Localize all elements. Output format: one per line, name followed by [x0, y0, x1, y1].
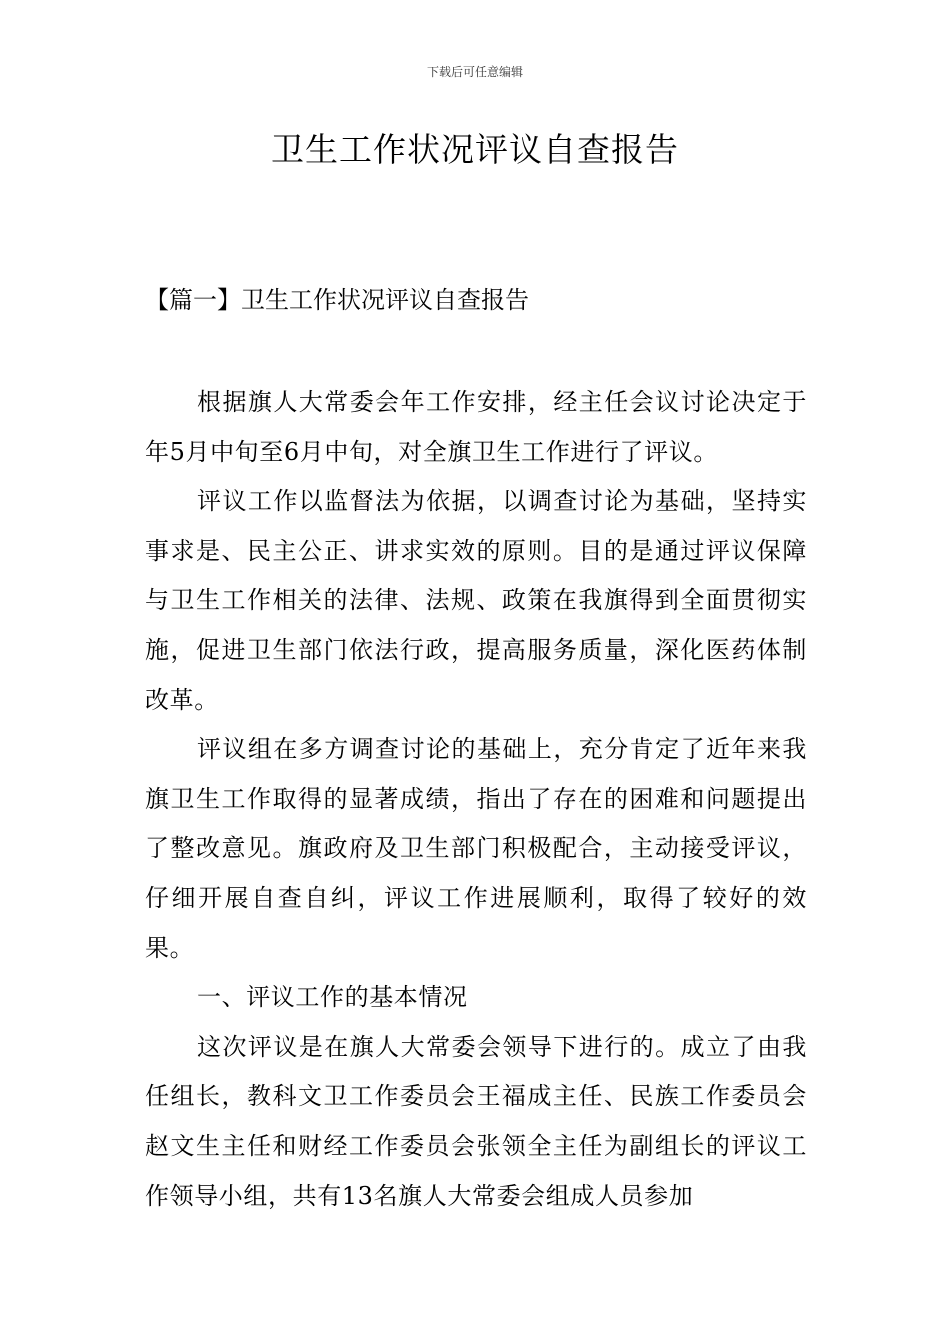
paragraph-4: 这次评议是在旗人大常委会领导下进行的。成立了由我任组长，教科文卫工作委员会王福成主任、民族工作委员会赵文生主任和财经工作委员会张领全主任为副组长的评议工作领导小组，共有13名旗人大常委会组成人员参加 [145, 1032, 807, 1210]
document-body [145, 378, 807, 1221]
section-heading: 【篇一】卫生工作状况评议自查报告 [145, 286, 529, 314]
paragraph-2: 评议工作以监督法为依据，以调查讨论为基础，坚持实事求是、民主公正、讲求实效的原则。目的是通过评议保障与卫生工作相关的法律、法规、政策在我旗得到全面贯彻实施，促进卫生部门依法行政，提高服务质量，深化医药体制改革。 [145, 487, 807, 714]
paragraph-3: 评议组在多方调查讨论的基础上，充分肯定了近年来我旗卫生工作取得的显著成绩，指出了存在的困难和问题提出了整改意见。旗政府及卫生部门积极配合，主动接受评议，仔细开展自查自纠，评议工作进展顺利，取得了较好的效果。 [145, 735, 807, 962]
document-title: 卫生工作状况评议自查报告 [271, 130, 679, 169]
header-note: 下载后可任意编辑 [426, 65, 523, 79]
paragraph-1: 根据旗人大常委会年工作安排，经主任会议讨论决定于年5月中旬至6月中旬，对全旗卫生工作进行了评议。 [145, 388, 807, 466]
subsection-heading: 一、评议工作的基本情况 [197, 983, 468, 1012]
